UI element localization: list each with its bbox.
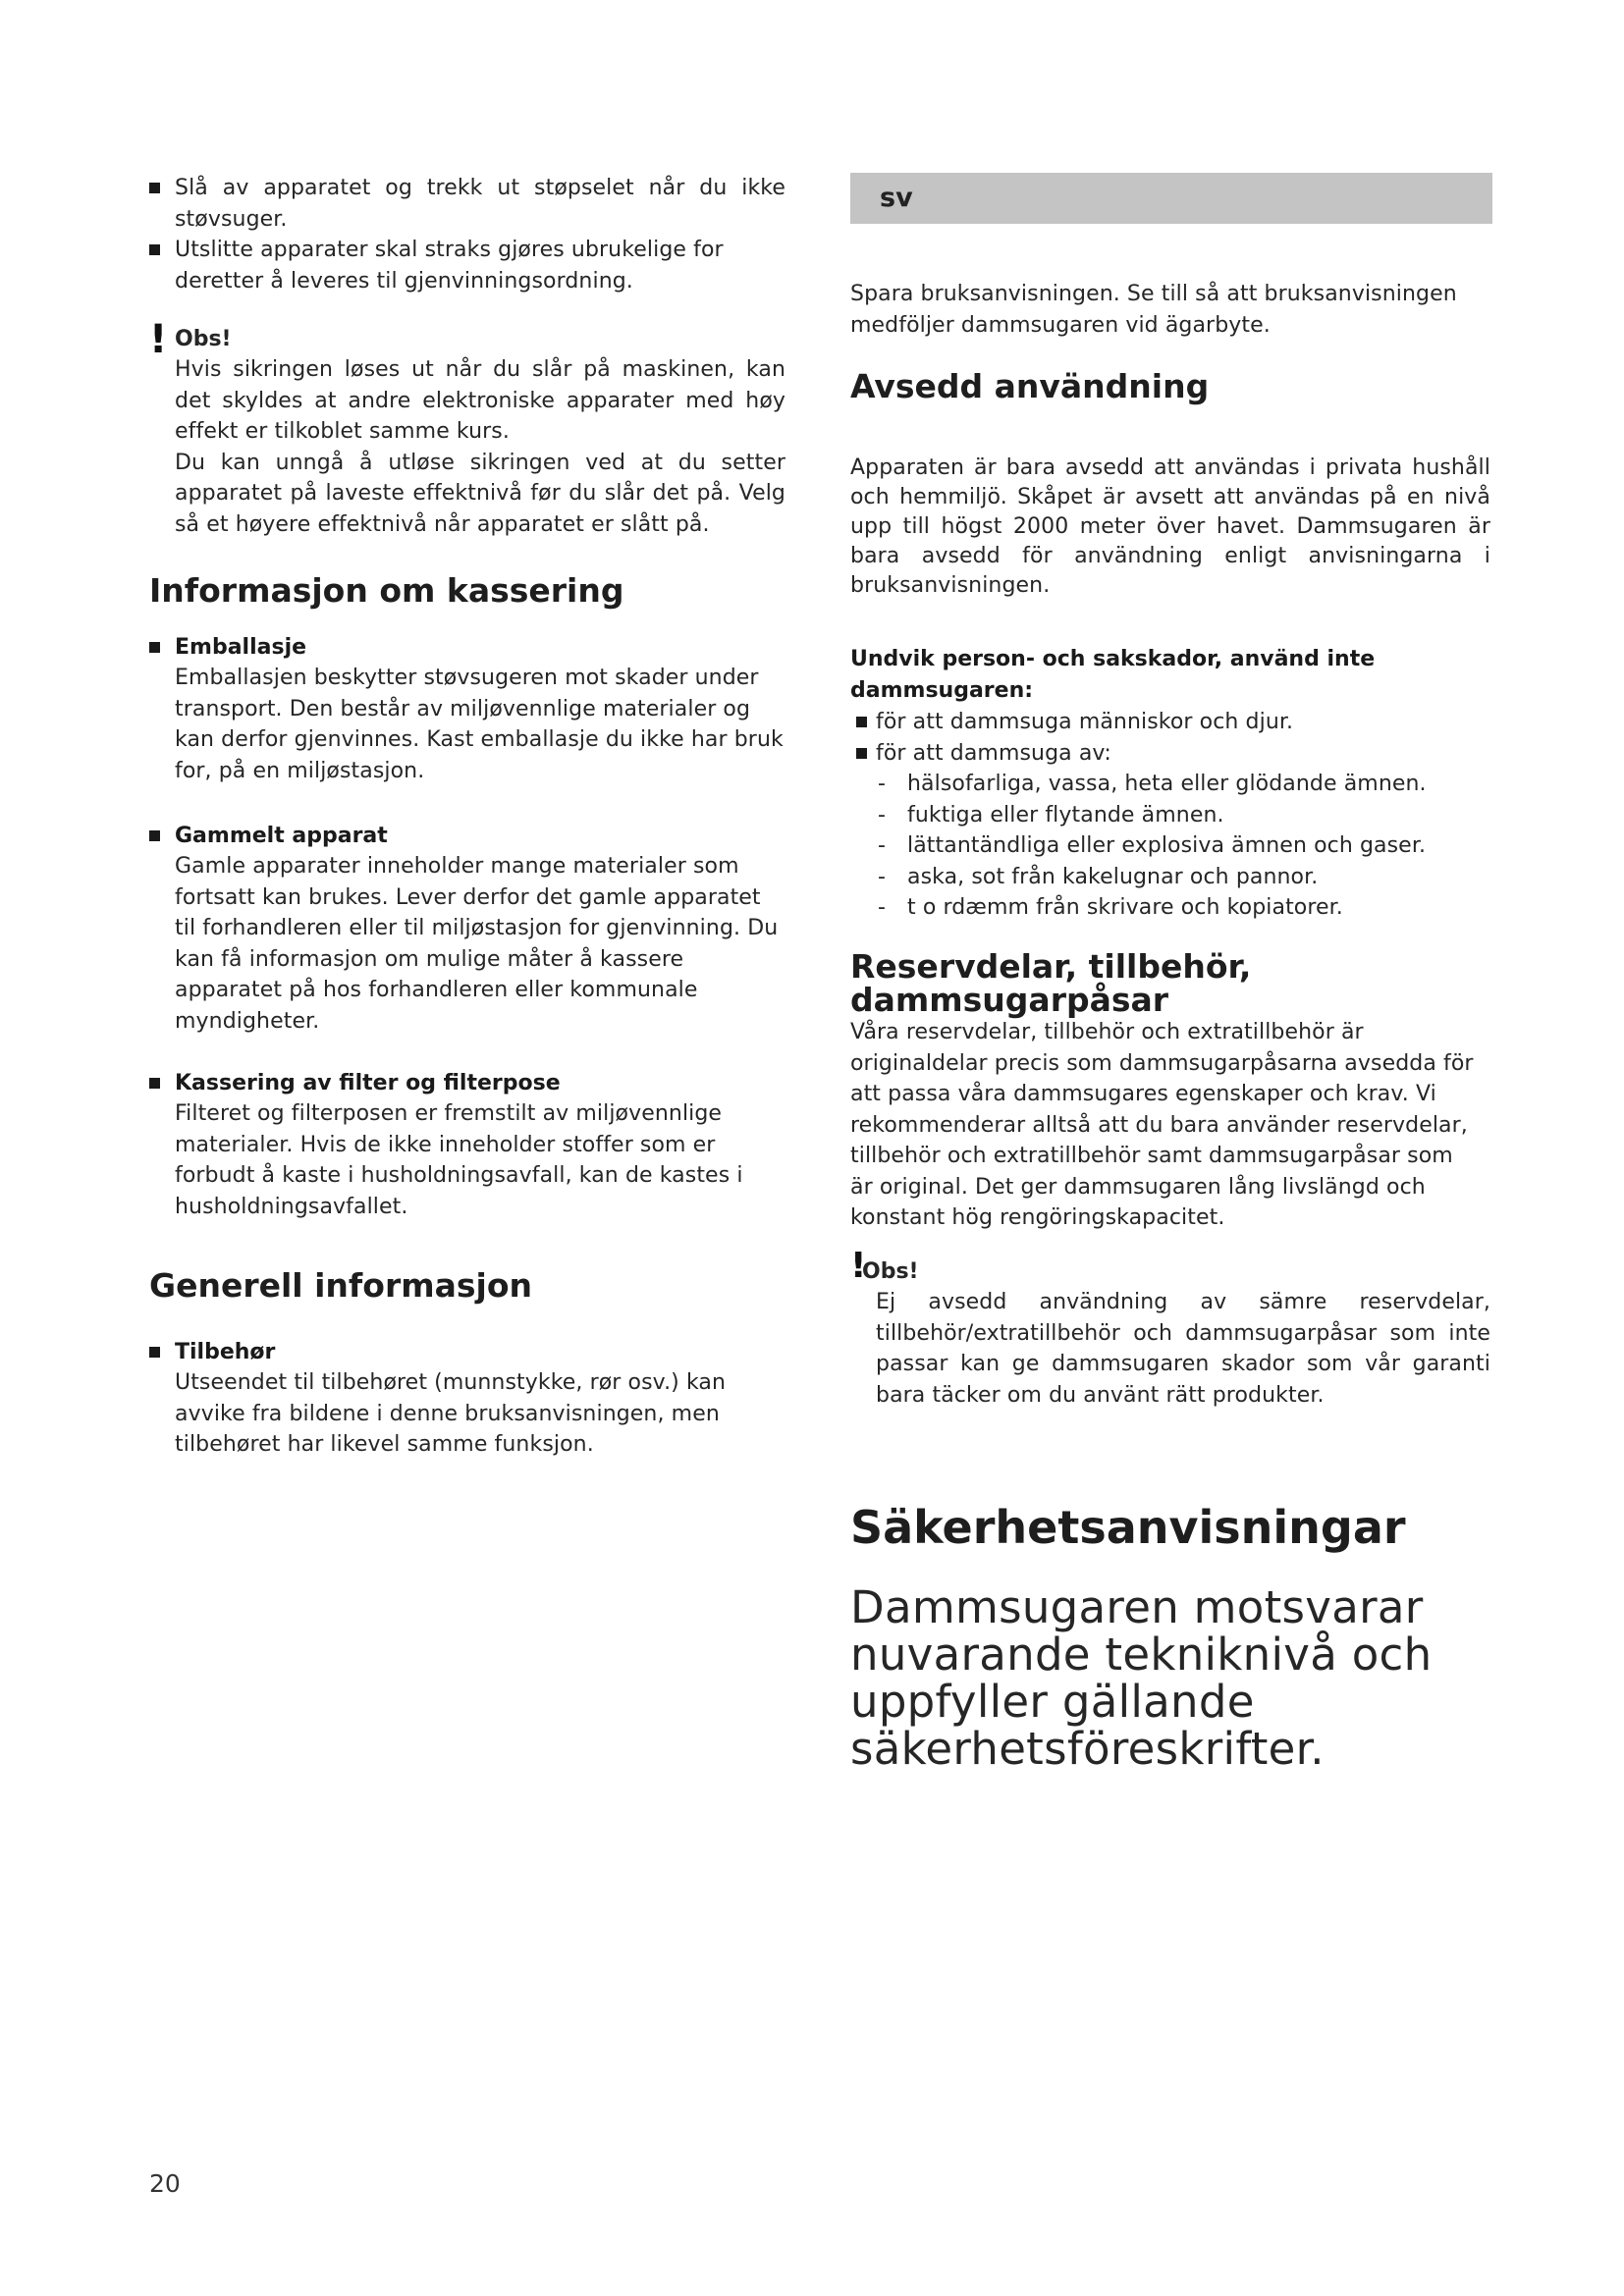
list-item: Slå av apparatet og trekk ut støpselet når du ikke støvsuger. <box>149 173 785 235</box>
list-item: Utslitte apparater skal straks gjøres ubrukelige for deretter å leveres til gjenvinningsordning. <box>149 235 785 296</box>
language-bar <box>850 173 1492 224</box>
dash-marker: - <box>878 833 887 858</box>
bullet-square-icon <box>149 1078 160 1089</box>
disposal-item <box>149 821 785 1037</box>
bullet-square-icon <box>149 642 160 653</box>
dash-marker: - <box>878 864 887 889</box>
avoid-title: Undvik person- och sakskador, använd inte dammsugaren: <box>850 647 1376 703</box>
list-item: - hälsofarliga, vassa, heta eller glödande ämnen. <box>850 769 1490 800</box>
exclamation-icon: ! <box>850 1246 867 1286</box>
page-number: 20 <box>149 2169 181 2198</box>
language-tag: sv <box>880 183 913 213</box>
section-heading: Informasjon om kassering <box>149 571 624 610</box>
dash-marker: - <box>878 772 887 796</box>
section-heading: Reservdelar, tillbehör, dammsugarpåsar <box>850 947 1252 1019</box>
general-item <box>149 1337 785 1461</box>
section-heading: Avsedd användning <box>850 367 1210 405</box>
section-heading: Generell informasjon <box>149 1266 532 1305</box>
exclamation-icon: ! <box>149 317 168 362</box>
warning-text: Hvis sikringen løses ut når du slår på maskinen, kan det skyldes at andre elektroniske apparater med høy effekt er tilkoblet samme kurs. <box>175 357 785 444</box>
list-item: för att dammsuga människor och djur. <box>850 707 1490 738</box>
warning-notice <box>149 317 785 540</box>
warning-notice <box>850 1246 1490 1411</box>
bullet-square-icon <box>149 830 160 841</box>
avoid-block <box>850 644 1490 924</box>
intended-use-text: Apparaten är bara avsedd att användas i privata hushåll och hemmiljö. Skåpet är avsett att användas på en nivå upp till högst 2000 meter över havet. Dammsugaren är bara avsedd för användning enligt anvisningarna i bruksanvisningen. <box>850 455 1490 598</box>
item-text: Emballasjen beskytter støvsugeren mot skader under transport. Den består av miljøvennlige materialer og kan derfor gjenvinnes. Kast emballasje du ikke har bruk for, på en miljøstasjon. <box>175 666 784 783</box>
spare-parts-text: Våra reservdelar, tillbehör och extratillbehör är originaldelar precis som dammsugarpåsarna avsedda för att passa våra dammsugares egenskaper och krav. Vi rekommenderar alltså att du bara använder reservdelar, tillbehör och extratillbehör samt dammsugarpåsar som är original. Det ger dammsugaren lång livslängd och konstant hög rengöringskapacitet. <box>850 1020 1474 1230</box>
dash-marker: - <box>878 802 887 828</box>
bullet-square-icon <box>149 183 160 193</box>
bullet-square-icon <box>856 717 867 727</box>
list-item: - lättantändliga eller explosiva ämnen och gaser. <box>850 830 1490 862</box>
bullet-square-icon <box>149 244 160 255</box>
item-title-row: Tilbehør <box>149 1337 785 1367</box>
item-text: Gamle apparater inneholder mange materialer som fortsatt kan brukes. Lever derfor det gamle apparatet til forhandleren eller til miljøstasjon for gjenvinning. Du kan få informasjon om mulige måter å kassere apparatet på hos forhandleren eller kommunale myndigheter. <box>175 854 779 1034</box>
item-title-row: Gammelt apparat <box>149 821 785 851</box>
dash-marker: - <box>878 895 887 920</box>
list-item: - t o rdæmm från skrivare och kopiatorer. <box>850 892 1490 924</box>
item-title-row: Kassering av filter og filterpose <box>149 1068 785 1098</box>
warning-text: Ej avsedd användning av sämre reservdelar, tillbehör/extratillbehör och dammsugarpåsar som inte passar kan ge dammsugaren skador som vår garanti bara täcker om du använt rätt produkter. <box>876 1290 1490 1408</box>
intro-text: Spara bruksanvisningen. Se till så att bruksanvisningen medföljer dammsugaren vid ägarbyte. <box>850 282 1457 338</box>
bullet-square-icon <box>856 748 867 759</box>
item-text: Utseendet til tilbehøret (munnstykke, rør osv.) kan avvike fra bildene i denne bruksanvisningen, men tilbehøret har likevel samme funksjon. <box>175 1370 727 1457</box>
list-item: för att dammsuga av: <box>850 738 1490 770</box>
warning-title: Obs! <box>175 327 232 351</box>
warning-title-row: ! Obs! <box>850 1246 919 1286</box>
bullet-square-icon <box>149 1347 160 1358</box>
disposal-item <box>149 632 785 786</box>
list-item: - aska, sot från kakelugnar och pannor. <box>850 862 1490 893</box>
item-title-row: Emballasje <box>149 632 785 663</box>
list-item: - fuktiga eller flytande ämnen. <box>850 800 1490 831</box>
safety-heading: Säkerhetsanvisningar <box>850 1501 1406 1554</box>
item-text: Filteret og filterposen er fremstilt av miljøvennlige materialer. Hvis de ikke inneholder stoffer som er forbudt å kaste i husholdningsavfall, kan de kastes i husholdningsavfallet. <box>175 1101 743 1219</box>
safety-lead: Dammsugaren motsvarar nuvarande tekniknivå och uppfyller gällande säkerhetsföreskrifter. <box>850 1581 1433 1775</box>
warning-text: Du kan unngå å utløse sikringen ved at du setter apparatet på laveste effektnivå før du slår det på. Velg så et høyere effektnivå når apparatet er slått på. <box>175 450 785 537</box>
disposal-item <box>149 1068 785 1222</box>
